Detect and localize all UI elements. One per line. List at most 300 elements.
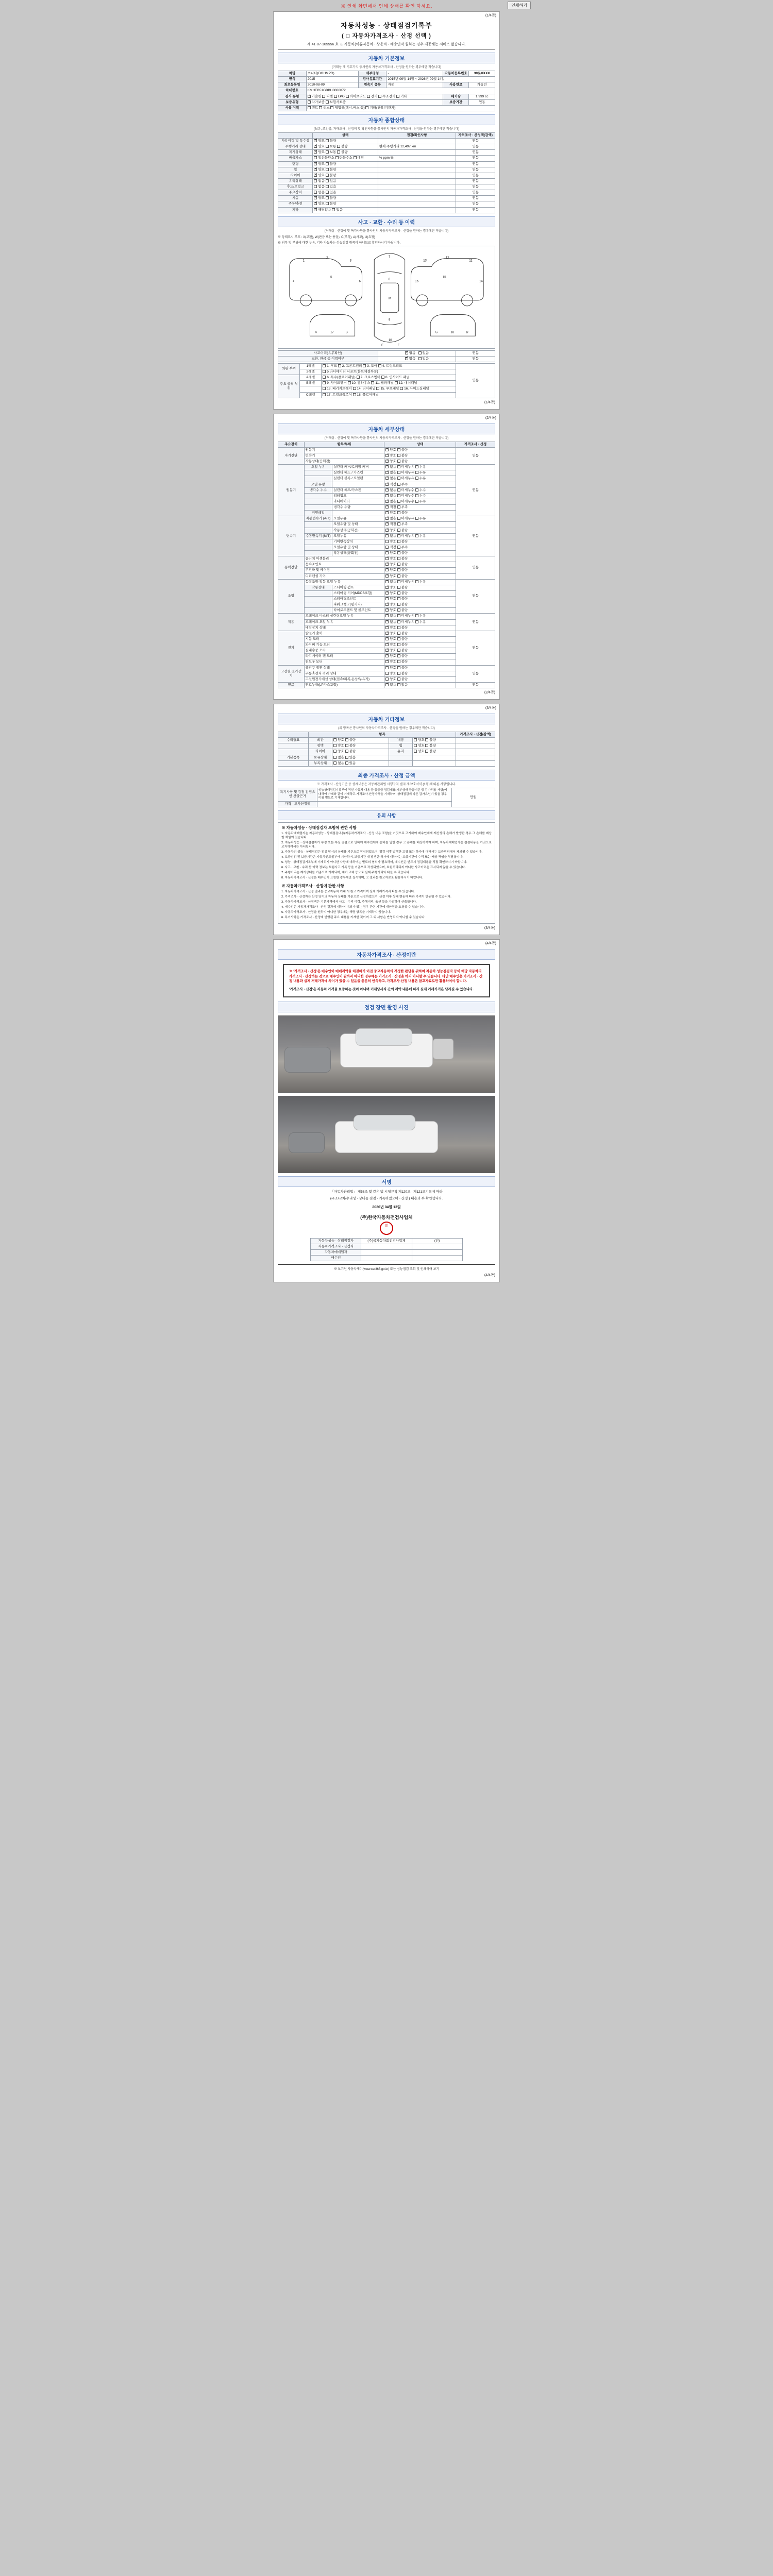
opt-1[interactable]: 미세누유: [397, 477, 414, 480]
opt-hc[interactable]: 탄화수소: [335, 156, 352, 160]
opt-ev[interactable]: 전기: [367, 95, 378, 98]
opt-2[interactable]: 누수: [415, 494, 426, 498]
opt-none[interactable]: 없음: [314, 191, 325, 194]
row-state[interactable]: [313, 144, 378, 150]
opt-0-1[interactable]: 불량: [345, 738, 356, 742]
item-state[interactable]: [384, 487, 456, 493]
part-side-member[interactable]: 9. 사이드멤버: [323, 381, 347, 385]
item-state[interactable]: [384, 516, 456, 522]
opt-0[interactable]: ✓ 없음: [385, 614, 396, 618]
parts-list[interactable]: [322, 381, 456, 386]
opt-0-1[interactable]: 있음: [345, 756, 356, 759]
opt-good[interactable]: ✓ 양호: [314, 196, 325, 200]
item-label: 라디에이터 팬 모터: [304, 654, 384, 659]
basic-info-table: [278, 71, 495, 111]
parts-list[interactable]: [322, 363, 456, 369]
opt-0-0[interactable]: 양호: [333, 750, 344, 753]
item-state[interactable]: [384, 585, 456, 590]
opt-1[interactable]: 부족: [397, 505, 408, 509]
opt-0[interactable]: 양호: [385, 677, 396, 681]
opt-0[interactable]: ✓ 없음: [385, 683, 396, 687]
opt-good[interactable]: ✓ 양호: [314, 145, 325, 148]
item-state[interactable]: [384, 528, 456, 533]
opt-good[interactable]: ✓ 양호: [314, 174, 325, 177]
parts-list[interactable]: [322, 375, 456, 381]
sub-state[interactable]: [413, 755, 456, 760]
opt-1[interactable]: 불량: [397, 460, 408, 463]
item-state[interactable]: [384, 597, 456, 602]
item-label: 원동기: [304, 447, 384, 453]
row-state[interactable]: [378, 350, 456, 356]
row-state[interactable]: [313, 196, 378, 201]
part-cross-member[interactable]: 7. 크로스멤버: [357, 376, 381, 379]
item-state[interactable]: [384, 459, 456, 465]
parts-list[interactable]: [322, 392, 456, 398]
opt-good[interactable]: ✓ 양호: [314, 202, 325, 206]
device-group-label: 제동: [278, 614, 305, 631]
opt-1[interactable]: 불량: [397, 551, 408, 555]
opt-0[interactable]: ✓ 양호: [385, 637, 396, 641]
opt-1-0[interactable]: 양호: [414, 750, 425, 753]
opt-0-0[interactable]: 양호: [333, 738, 344, 742]
opt-bad[interactable]: 불량: [326, 139, 337, 143]
table-row: [278, 207, 495, 213]
item-state[interactable]: [384, 608, 456, 614]
opt-0[interactable]: ✓ 없음: [385, 580, 396, 584]
opt-0[interactable]: ✓ 적정: [385, 483, 396, 486]
item-state[interactable]: [384, 568, 456, 573]
item-state[interactable]: [384, 665, 456, 671]
opt-0[interactable]: 양호: [385, 672, 396, 675]
opt-0[interactable]: 양호: [385, 666, 396, 670]
opt-1[interactable]: 미세누유: [397, 614, 414, 618]
opt-1[interactable]: 불량: [397, 563, 408, 566]
opt-1[interactable]: 불량: [397, 511, 408, 515]
opt-smoke[interactable]: 매연: [354, 156, 364, 160]
opt-lpg[interactable]: LPG: [334, 95, 345, 98]
opt-1[interactable]: 있음: [397, 683, 408, 687]
item-state[interactable]: [384, 476, 456, 482]
opt-1-0[interactable]: 양호: [414, 744, 425, 748]
part-front-fender[interactable]: 2. 프론트펜더: [338, 364, 362, 368]
opt-0[interactable]: 적정: [385, 546, 396, 549]
item-state[interactable]: [384, 470, 456, 476]
part-radiator-support[interactable]: 5.라디에이터 서포트(볼트체결부품): [323, 370, 378, 374]
opt-0[interactable]: 양호: [385, 540, 396, 544]
displacement-label: 배기량: [443, 94, 469, 99]
opt-1-1[interactable]: 불량: [425, 750, 436, 753]
opt-0[interactable]: ✓ 없음: [385, 471, 396, 474]
opt-1[interactable]: 미세누유: [397, 620, 414, 624]
table-row: [278, 82, 495, 88]
table-row: [278, 350, 495, 356]
part-package-tray[interactable]: 13. 패키지트레이: [323, 387, 352, 391]
opt-1[interactable]: 불량: [397, 660, 408, 664]
item-state[interactable]: [384, 636, 456, 642]
sub-state[interactable]: [413, 749, 456, 755]
item-state[interactable]: [384, 511, 456, 516]
opt-exists[interactable]: 있음: [326, 179, 337, 183]
group-label-frame: 주요 골격 부위: [278, 375, 300, 398]
item-state[interactable]: [384, 659, 456, 665]
item-state[interactable]: [384, 505, 456, 511]
opt-exists[interactable]: 있음: [326, 185, 337, 189]
item-state[interactable]: [384, 631, 456, 636]
opt-bad[interactable]: 불량: [326, 162, 337, 166]
opt-0-0[interactable]: 없음: [333, 756, 344, 759]
opt-1[interactable]: 미세누수: [397, 488, 414, 492]
item-state[interactable]: [384, 499, 456, 504]
opt-0-1[interactable]: 불량: [345, 744, 356, 748]
item-amount: 연동: [456, 579, 495, 614]
opt-1[interactable]: 불량: [397, 637, 408, 641]
opt-2[interactable]: 누유: [415, 465, 426, 469]
item-label: 작동상태(공회전): [304, 459, 384, 465]
opt-0[interactable]: ✓ 없음: [385, 620, 396, 624]
final-price-amount: 만원: [451, 788, 495, 807]
row-state[interactable]: [378, 356, 456, 362]
opt-normal[interactable]: 보통: [326, 150, 337, 154]
signature-legal-text-1: 「자동차관리법」 제58조 및 같은 법 시행규칙 제120조 · 제121조기록에 따라: [330, 1190, 443, 1194]
opt-1[interactable]: 불량: [397, 586, 408, 589]
sub-state[interactable]: [413, 743, 456, 749]
device-group-label: 연료: [278, 682, 305, 688]
opt-0[interactable]: ✓ 적정: [385, 522, 396, 526]
opt-none[interactable]: 없음: [314, 179, 325, 183]
opt-0[interactable]: ✓ 양호: [385, 649, 396, 652]
usage-history-options[interactable]: [306, 105, 495, 111]
item-state[interactable]: [384, 562, 456, 568]
table-header-row: [278, 442, 495, 447]
opt-1[interactable]: 불량: [397, 677, 408, 681]
part-wheel-house[interactable]: 10. 휠하우스: [348, 381, 371, 385]
item-label: 작동상태: [304, 585, 332, 590]
item-state[interactable]: [384, 545, 456, 550]
opt-commercial[interactable]: 영업용(택시,버스 등): [330, 106, 364, 110]
item-state[interactable]: [384, 556, 456, 562]
part-trunk-lid[interactable]: 4. 트렁크리드: [378, 364, 402, 368]
sub-state[interactable]: [413, 738, 456, 743]
item-state[interactable]: [384, 493, 456, 499]
opt-0[interactable]: ✓ 양호: [385, 643, 396, 647]
part-trunk-floor[interactable]: 17. 트렁크플로어: [323, 393, 352, 397]
opt-1[interactable]: 불량: [397, 574, 408, 578]
item-state[interactable]: [384, 671, 456, 676]
opt-1[interactable]: 불량: [397, 568, 408, 572]
opt-0[interactable]: ✓ 양호: [385, 568, 396, 572]
row-label: 수리필요: [278, 738, 309, 743]
sub-state[interactable]: [332, 749, 389, 755]
opt-0[interactable]: ✓ 적정: [385, 505, 396, 509]
opt-bad[interactable]: 불량: [337, 150, 348, 154]
opt-etc[interactable]: 기타: [396, 95, 407, 98]
item-state[interactable]: [384, 465, 456, 470]
item-state[interactable]: [384, 573, 456, 579]
opt-hydrogen[interactable]: 수소전기: [378, 95, 395, 98]
opt-diesel[interactable]: 디젤: [322, 95, 333, 98]
opt-1[interactable]: 미세누유: [397, 580, 414, 584]
row-state[interactable]: [313, 150, 378, 156]
opt-good[interactable]: ✓ 양호: [314, 150, 325, 154]
opt-1[interactable]: 불량: [397, 540, 408, 544]
item-state[interactable]: [384, 453, 456, 459]
row-label: 주행거리 상태: [278, 144, 313, 150]
section-title-appraisal-def: 자동차가격조사 · 산정이란: [278, 949, 495, 960]
item-state[interactable]: [384, 539, 456, 545]
opt-0[interactable]: ✓ 양호: [385, 529, 396, 532]
print-button[interactable]: 인쇄하기: [508, 2, 531, 9]
sub-state[interactable]: [332, 743, 389, 749]
special-notes-label: 특기사항 및 감점 감점요인 산출근거: [278, 788, 317, 801]
sub-state[interactable]: [332, 760, 389, 766]
opt-none[interactable]: ✓ 없음: [405, 351, 416, 355]
row-state[interactable]: [313, 173, 378, 178]
item-label: [304, 470, 332, 476]
opt-bad[interactable]: 불량: [326, 168, 337, 172]
item-state[interactable]: [384, 676, 456, 682]
parts-list[interactable]: [322, 369, 456, 375]
item-state[interactable]: [384, 533, 456, 539]
section-note-overall: (보유, 조검출, 거래조사 · 산정의 및 확인사항을 통사인의 자동차가격조사 · 산정을 원하는 경우에만 적습니다): [313, 127, 460, 131]
field-label: 차명: [278, 71, 307, 77]
sub-state[interactable]: [332, 738, 389, 743]
opt-gasoline[interactable]: ✓ 가솔린: [308, 95, 322, 98]
opt-1[interactable]: 불량: [397, 654, 408, 658]
opt-1[interactable]: 불량: [397, 632, 408, 635]
opt-1[interactable]: 불량: [397, 557, 408, 561]
opt-1[interactable]: 불량: [397, 454, 408, 457]
sub-item-label: 스티어링 기어(MDPS포함): [332, 590, 384, 596]
row-amount: [456, 749, 495, 755]
opt-2[interactable]: 누유: [415, 614, 426, 618]
part-floor-panel-2[interactable]: 18. 플로어패널: [353, 393, 379, 397]
row-state[interactable]: [313, 207, 378, 213]
opt-0[interactable]: ✓ 양호: [385, 654, 396, 658]
sub-item-label: 오일누유: [332, 516, 384, 522]
field-value: -: [386, 71, 443, 77]
item-state[interactable]: [384, 590, 456, 596]
opt-1[interactable]: 부족: [397, 522, 408, 526]
item-state[interactable]: [384, 642, 456, 648]
opt-none[interactable]: ✓ 없음: [405, 357, 416, 361]
table-row: [278, 105, 495, 111]
opt-exists[interactable]: 있음: [418, 351, 429, 355]
item-state[interactable]: [384, 522, 456, 528]
item-label: 브레이크 마스터 실린더오일 누유: [304, 614, 384, 619]
opt-exists[interactable]: 있음: [326, 191, 337, 194]
row-state[interactable]: [313, 139, 378, 144]
opt-0[interactable]: ✓ 없음: [385, 517, 396, 520]
opt-0[interactable]: ✓ 양호: [385, 511, 396, 515]
item-state[interactable]: [384, 447, 456, 453]
opt-1[interactable]: 불량: [397, 643, 408, 647]
opt-0[interactable]: ✓ 양호: [385, 660, 396, 664]
warning-heading-2: ※ 자동차가격조사 · 산정에 관한 사항: [281, 884, 344, 888]
opt-0-1[interactable]: 있음: [345, 761, 356, 765]
opt-1[interactable]: 불량: [397, 608, 408, 612]
opt-0[interactable]: ✓ 없음: [385, 488, 396, 492]
opt-1[interactable]: 미세누유: [397, 471, 414, 474]
opt-1[interactable]: 불량: [397, 597, 408, 601]
opt-0[interactable]: ✓ 양호: [385, 597, 396, 601]
part-rear-panel[interactable]: 14. 리어패널: [353, 387, 376, 391]
opt-1[interactable]: 불량: [397, 666, 408, 670]
sub-state[interactable]: [413, 760, 456, 766]
svg-text:3: 3: [349, 259, 352, 263]
part-pillar-panel[interactable]: 11. 필러패널: [371, 381, 393, 385]
sub-item-label: 타이로드엔드 및 볼조인트: [332, 608, 384, 614]
warranty-type-options[interactable]: [306, 99, 443, 105]
opt-0[interactable]: ✓ 양호: [385, 632, 396, 635]
row-amount: 연동: [456, 178, 495, 184]
opt-0[interactable]: ✓ 양호: [385, 626, 396, 630]
opt-co[interactable]: 일산화탄소: [314, 156, 334, 160]
item-state[interactable]: [384, 625, 456, 631]
sub-state[interactable]: [332, 755, 389, 760]
row-state[interactable]: [313, 167, 378, 173]
opt-1-0[interactable]: 양호: [414, 738, 425, 742]
item-state[interactable]: [384, 482, 456, 487]
opt-lease[interactable]: 리스: [319, 106, 330, 110]
item-state[interactable]: [384, 614, 456, 619]
part-roof-panel[interactable]: 15. 루프패널: [376, 387, 399, 391]
opt-exists[interactable]: 있음: [332, 208, 343, 212]
opt-bad[interactable]: 불량: [326, 196, 337, 200]
displacement-value: 1,999 cc: [469, 94, 495, 99]
fuel-type-options[interactable]: [306, 94, 443, 99]
item-label: 오일 누유: [304, 465, 332, 470]
opt-1[interactable]: 불량: [397, 649, 408, 652]
opt-0[interactable]: ✓ 양호: [385, 586, 396, 589]
row-label: 교환, 판금 등 이력여부: [278, 356, 378, 362]
item-state[interactable]: [384, 648, 456, 654]
opt-good[interactable]: ✓ 양호: [314, 139, 325, 143]
svg-text:F: F: [397, 344, 400, 347]
item-state[interactable]: [384, 619, 456, 625]
row-state[interactable]: [313, 184, 378, 190]
table-row: [278, 356, 495, 362]
opt-1[interactable]: 부족: [397, 546, 408, 549]
part-dash-panel[interactable]: 12. 대쉬패널: [395, 381, 417, 385]
table-row: [278, 738, 495, 743]
opt-1-1[interactable]: 불량: [425, 738, 436, 742]
opt-bad[interactable]: 불량: [337, 145, 348, 148]
opt-2[interactable]: 누유: [415, 471, 426, 474]
opt-normal[interactable]: 보통: [326, 145, 337, 148]
opt-1[interactable]: 불량: [397, 603, 408, 606]
opt-1[interactable]: 불량: [397, 672, 408, 675]
opt-0[interactable]: ✓ 양호: [385, 460, 396, 463]
opt-usage-etc[interactable]: 기타(관용/기관차): [365, 106, 395, 110]
item-state[interactable]: [384, 579, 456, 585]
opt-0[interactable]: ✓ 없음: [385, 494, 396, 498]
opt-0[interactable]: ✓ 없음: [385, 465, 396, 469]
part-floor-panel[interactable]: 6. 특수(플로어패널): [323, 376, 356, 379]
opt-1[interactable]: 미세누수: [397, 500, 414, 503]
opt-0[interactable]: 없음: [385, 534, 396, 538]
opt-exists[interactable]: 있음: [418, 357, 429, 361]
part-hood[interactable]: 1. 후드: [323, 364, 337, 368]
parts-list[interactable]: [322, 386, 456, 392]
svg-text:5: 5: [330, 276, 332, 279]
opt-0[interactable]: ✓ 양호: [385, 603, 396, 606]
sub-item-label: 실린더 헤드/가스켓: [332, 487, 384, 493]
opt-0[interactable]: ✓ 양호: [385, 563, 396, 566]
opt-2[interactable]: 누유: [415, 517, 426, 520]
opt-insurer-warranty[interactable]: 보험사보증: [326, 100, 346, 104]
opt-0[interactable]: ✓ 양호: [385, 608, 396, 612]
opt-0-0[interactable]: 양호: [333, 744, 344, 748]
opt-1[interactable]: 미세누유: [397, 517, 414, 520]
opt-none[interactable]: 없음: [314, 185, 325, 189]
opt-bad[interactable]: 불량: [326, 202, 337, 206]
opt-2[interactable]: 누유: [415, 580, 426, 584]
row-state[interactable]: [313, 190, 378, 196]
table-row: [278, 201, 495, 207]
opt-1[interactable]: 미세누유: [397, 534, 414, 538]
opt-0[interactable]: ✓ 양호: [385, 574, 396, 578]
opt-1[interactable]: 불량: [397, 591, 408, 595]
opt-1[interactable]: 미세누수: [397, 494, 414, 498]
opt-good[interactable]: ✓ 양호: [314, 168, 325, 172]
opt-good[interactable]: ✓ 양호: [314, 162, 325, 166]
car-damage-diagram: [278, 246, 495, 349]
item-state[interactable]: [384, 654, 456, 659]
svg-text:18: 18: [450, 330, 455, 334]
item-state[interactable]: [384, 551, 456, 556]
opt-2[interactable]: 누수: [415, 488, 426, 492]
opt-hybrid[interactable]: 하이브리드: [346, 95, 366, 98]
opt-0[interactable]: ✓ 양호: [385, 454, 396, 457]
opt-1[interactable]: 미세누유: [397, 465, 414, 469]
part-side-sill-panel[interactable]: 16. 사이드실패널: [400, 387, 429, 391]
part-inside-panel[interactable]: 8. 인사이드 패널: [381, 376, 410, 379]
opt-2[interactable]: 누유: [415, 534, 426, 538]
opt-0[interactable]: ✓ 양호: [385, 591, 396, 595]
opt-bad[interactable]: 불량: [326, 174, 337, 177]
opt-0[interactable]: ✓ 양호: [385, 557, 396, 561]
opt-2[interactable]: 누유: [415, 477, 426, 480]
accident-legend-1: ※ 상태표시 부호 : X(교환), W(판금 또는 용접), C(부식), A(사고), U(요청): [278, 235, 375, 239]
opt-na[interactable]: ✓ 해당없음: [314, 208, 331, 212]
opt-rent[interactable]: 렌트: [308, 106, 318, 110]
row-state[interactable]: [313, 156, 378, 161]
opt-0[interactable]: ✓ 양호: [385, 448, 396, 452]
row-state[interactable]: [313, 178, 378, 184]
part-door[interactable]: 3. 도어: [363, 364, 377, 368]
opt-1[interactable]: 부족: [397, 483, 408, 486]
opt-0[interactable]: ✓ 없음: [385, 500, 396, 503]
opt-0-0[interactable]: 없음: [333, 761, 344, 765]
opt-2[interactable]: 누수: [415, 500, 426, 503]
item-state[interactable]: [384, 602, 456, 608]
row-state[interactable]: [313, 201, 378, 207]
opt-1[interactable]: 불량: [397, 448, 408, 452]
opt-self-warranty[interactable]: ✓ 자가보증: [308, 100, 325, 104]
opt-1[interactable]: 불량: [397, 626, 408, 630]
sub-label: 타이어: [308, 749, 332, 755]
opt-0[interactable]: ✓ 없음: [385, 477, 396, 480]
opt-2[interactable]: 누유: [415, 620, 426, 624]
row-amount: 연동: [456, 156, 495, 161]
sheet-page-3: [273, 704, 500, 935]
opt-1[interactable]: 불량: [397, 529, 408, 532]
opt-0-1[interactable]: 불량: [345, 750, 356, 753]
row-state[interactable]: [313, 161, 378, 167]
item-state[interactable]: [384, 682, 456, 688]
opt-0[interactable]: 양호: [385, 551, 396, 555]
opt-1-1[interactable]: 불량: [425, 744, 436, 748]
